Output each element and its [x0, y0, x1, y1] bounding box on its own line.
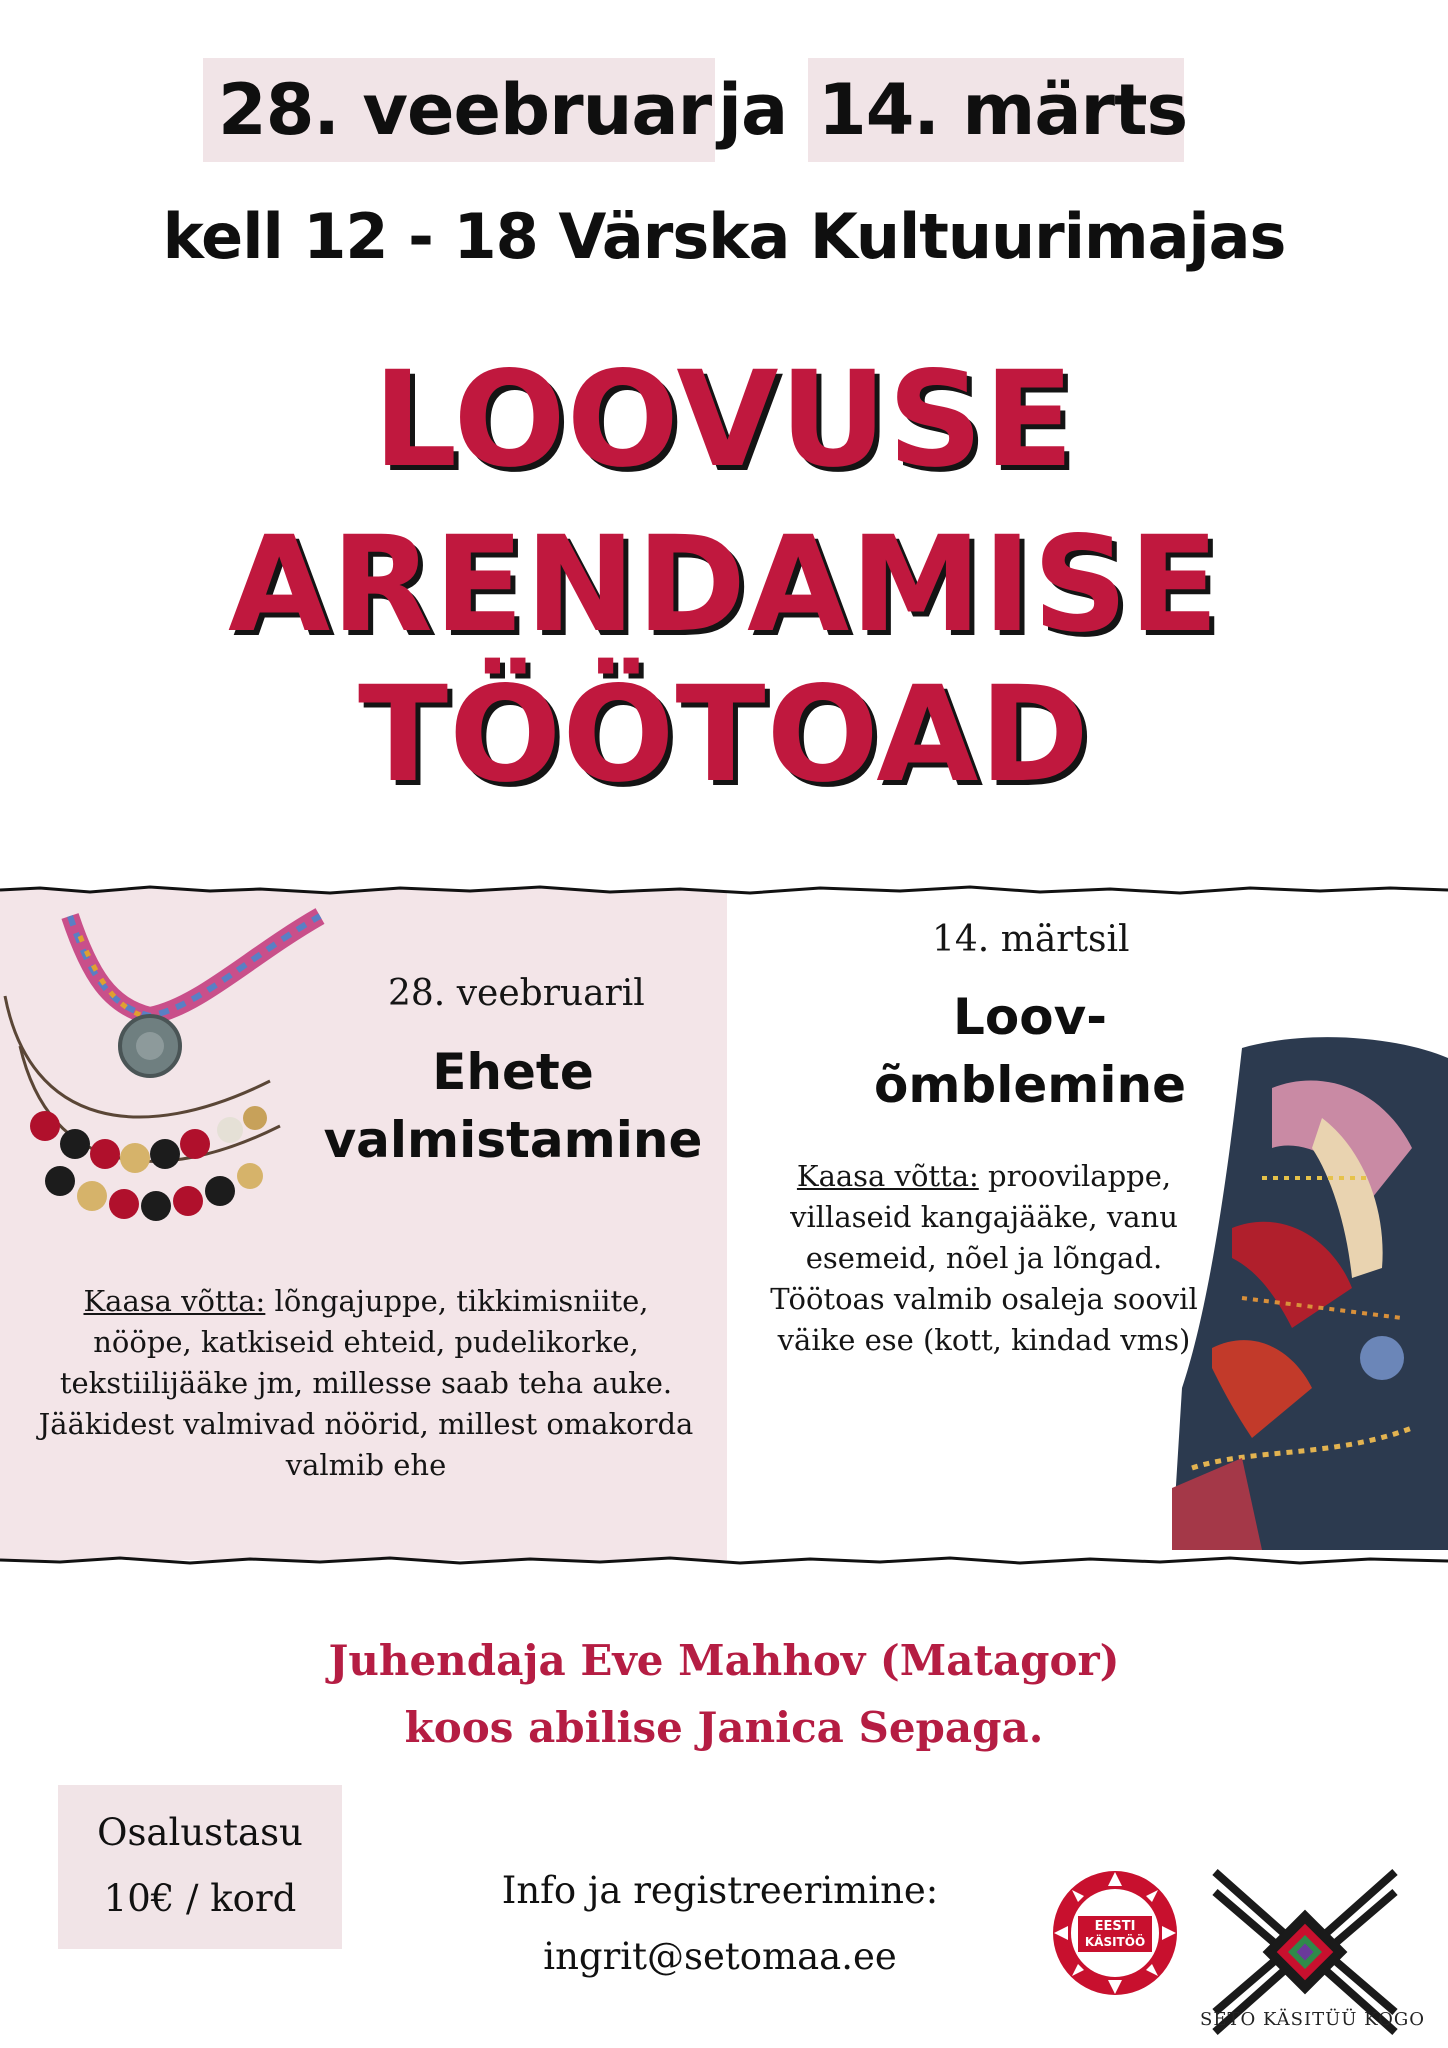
- eesti-kasitoo-logo: [1050, 1868, 1180, 1998]
- title-line-3: TÖÖTOAD: [358, 658, 1090, 812]
- info-label: Info ja registreerimine:: [501, 1869, 939, 1912]
- logo1-text-1: EESTI: [1094, 1919, 1136, 1934]
- embroidered-textile-image: [1172, 1028, 1448, 1550]
- workshop1-bring-label: Kaasa võtta:: [83, 1284, 266, 1318]
- info-email[interactable]: ingrit@setomaa.ee: [543, 1935, 897, 1978]
- time-and-place: kell 12 - 18 Värska Kultuurimajas: [162, 200, 1286, 273]
- workshop1-title-line2: valmistamine: [323, 1111, 703, 1169]
- workshop2-title-line2: õmblemine: [873, 1056, 1187, 1114]
- fee-text: [58, 1800, 342, 1932]
- workshop1-date: 28. veebruaril: [388, 973, 645, 1014]
- title-line-2: ARENDAMISE: [228, 508, 1220, 662]
- fee-amount: 10€ / kord: [103, 1877, 297, 1920]
- info-block: [440, 1858, 1000, 1990]
- logo1-text-2: KÄSITÖÖ: [1084, 1935, 1146, 1949]
- date1-text: 28. veebruar: [218, 69, 712, 151]
- workshops-band: [0, 888, 1448, 1560]
- workshop2-body: proovilappe, villaseid kangajääke, vanu esemeid, nõel ja lõngad. Töötoas valmib osaleja soovil väike ese (kott, kindad vms): [770, 1159, 1198, 1357]
- workshop2-description: [744, 1156, 1224, 1361]
- workshop1-body: lõngajuppe, tikkimisniite, nööpe, katkiseid ehteid, pudelikorke, tekstiilijääke jm, millesse saab teha auke. Jääkidest valmivad nöörid, millest omakorda valmib ehe: [38, 1284, 694, 1482]
- torn-edge-bottom: [0, 1548, 1448, 1572]
- workshop1-description: [36, 1281, 696, 1486]
- workshop1-title: [300, 1038, 726, 1174]
- instructor-line-1: Juhendaja Eve Mahhov (Matagor): [328, 1636, 1120, 1685]
- logo2-caption: SETO KÄSITÜÜ KOGO: [1200, 2009, 1426, 2030]
- workshop2-date: 14. märtsil: [932, 919, 1130, 960]
- instructor-line-2: koos abilise Janica Sepaga.: [404, 1703, 1044, 1752]
- fee-label: Osalustasu: [97, 1811, 303, 1854]
- workshop1-title-line1: Ehete: [432, 1043, 594, 1101]
- necklaces-image: [0, 896, 330, 1246]
- workshop2-title-line1: Loov-: [953, 988, 1107, 1046]
- title-line-1: LOOVUSE: [373, 343, 1075, 497]
- workshop2-bring-label: Kaasa võtta:: [796, 1159, 979, 1193]
- date2-text: 14. märts: [818, 69, 1188, 151]
- date-connector: ja: [718, 69, 788, 151]
